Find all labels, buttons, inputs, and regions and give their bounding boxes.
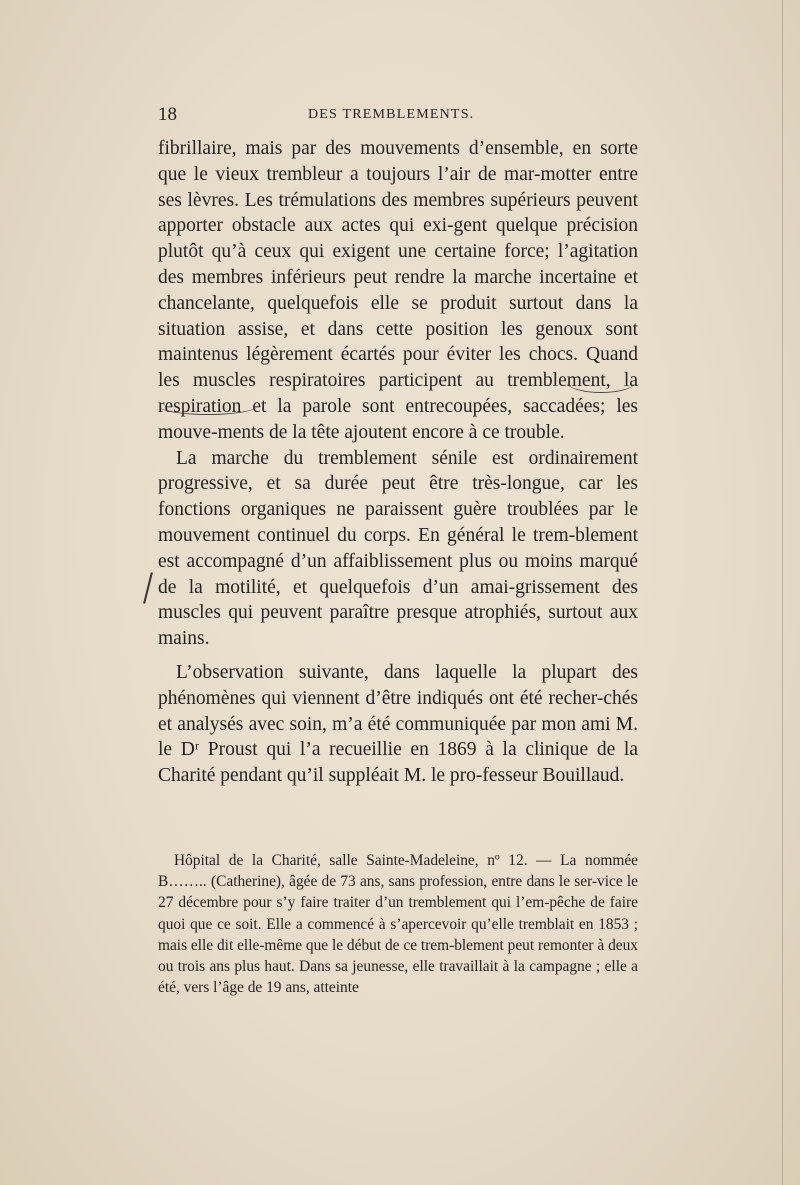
- pencil-margin-mark: [143, 572, 153, 604]
- paragraph-2: La marche du tremblement sénile est ordinairement progressive, et sa durée peut être très-longue, car les fonctions organiques ne paraissent guère troublées par le mouvement continuel du corps. En général le trem-blement est accompagné d’un affaiblissement plus ou moins marqué de la motilité, et quelquefois d’un amai-grissement des muscles qui peuvent paraître presque atrophiés, surtout aux mains.: [158, 447, 638, 650]
- page-edge-shadow: [782, 0, 783, 1185]
- pencil-underline-respiratoires: [158, 396, 258, 415]
- body-text: [158, 136, 638, 789]
- case-note-text: Hôpital de la Charité, salle Sainte-Madeleine, nº 12. — La nommée B…….. (Catherine), âgée de 73 ans, sans profession, entre dans le ser-vice le 27 décembre pour s’y faire traiter d’un tremblement qui l’em-pêche de faire quoi que ce soit. Elle a commencé à s’apercevoir qu’elle tremblait en 1853 ; mais elle dit elle-même que le début de ce trem-blement peut remonter à deux ou trois ans plus haut. Dans sa jeunesse, elle travaillait à la campagne ; elle a été, vers l’âge de 19 ans, atteinte: [158, 852, 638, 997]
- running-title: DES TREMBLEMENTS.: [308, 107, 475, 122]
- paragraph-3: L’observation suivante, dans laquelle la plupart des phénomènes qui viennent d’être indiqués ont été recher-chés et analysés avec soin, m’a été communiquée par mon ami M. le Dʳ Proust qui l’a recueillie en 1869 à la clinique de la Charité pendant qu’il suppléait M. le pro-fesseur Bouillaud.: [158, 661, 638, 787]
- pencil-underline-muscles: [566, 370, 636, 393]
- paragraph-1: fibrillaire, mais par des mouvements d’ensemble, en sorte que le vieux trembleur a toujours l’air de mar-motter entre ses lèvres. Les trémulations des membres supérieurs peuvent apporter obstacle aux actes qui exi-gent quelque précision plutôt qu’à ceux qui exigent une certaine force; l’agitation des membres inférieurs peut rendre la marche incertaine et chancelante, quelquefois elle se produit surtout dans la situation assise, et dans cette position les genoux sont maintenus légèrement écartés pour éviter les chocs. Quand les muscles respiratoires participent au tremblement, la respiration et la parole sont entrecoupées, saccadées; les mouve-ments de la tête ajoutent encore à ce trouble.: [158, 138, 638, 443]
- page-number: 18: [158, 104, 177, 125]
- case-note: [158, 850, 638, 998]
- page-header: [158, 104, 638, 128]
